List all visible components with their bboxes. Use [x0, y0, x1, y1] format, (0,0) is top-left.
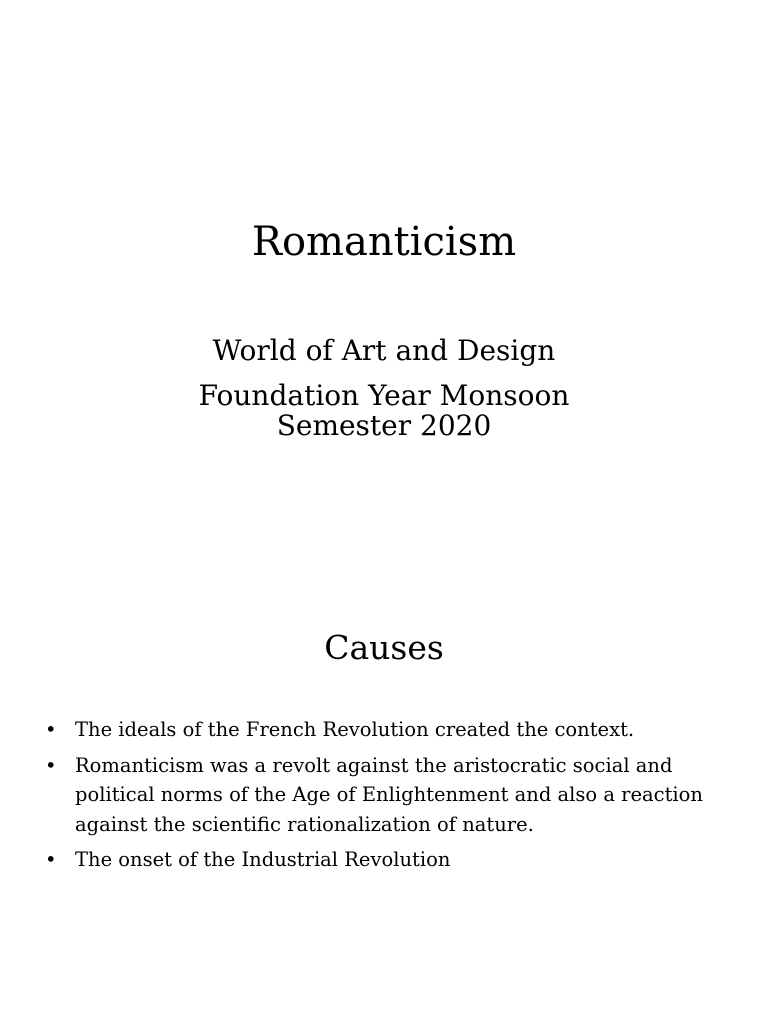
course-name: World of Art and Design	[212, 334, 556, 367]
slide-subtitle	[0, 333, 768, 441]
bullet-text: Romanticism was a revolt against the aristocratic social and political norms of the Age of Enlightenment and also a reaction against the scientific rationalization of nature.	[75, 753, 703, 836]
list-item	[45, 845, 735, 875]
bullet-text: The onset of the Industrial Revolution	[75, 848, 451, 871]
slide-title: Causes	[324, 628, 444, 667]
bullet-list	[45, 715, 735, 881]
semester-info: Foundation Year Monsoon Semester 2020	[198, 379, 570, 442]
bullet-text: The ideals of the French Revolution created the context.	[75, 718, 635, 741]
causes-slide	[0, 576, 768, 1024]
list-item	[45, 715, 735, 745]
list-item	[45, 751, 735, 840]
bullet-icon: •	[45, 753, 57, 777]
bullet-icon: •	[45, 718, 57, 741]
bullet-icon: •	[45, 848, 57, 871]
slide-title: Romanticism	[251, 219, 517, 265]
